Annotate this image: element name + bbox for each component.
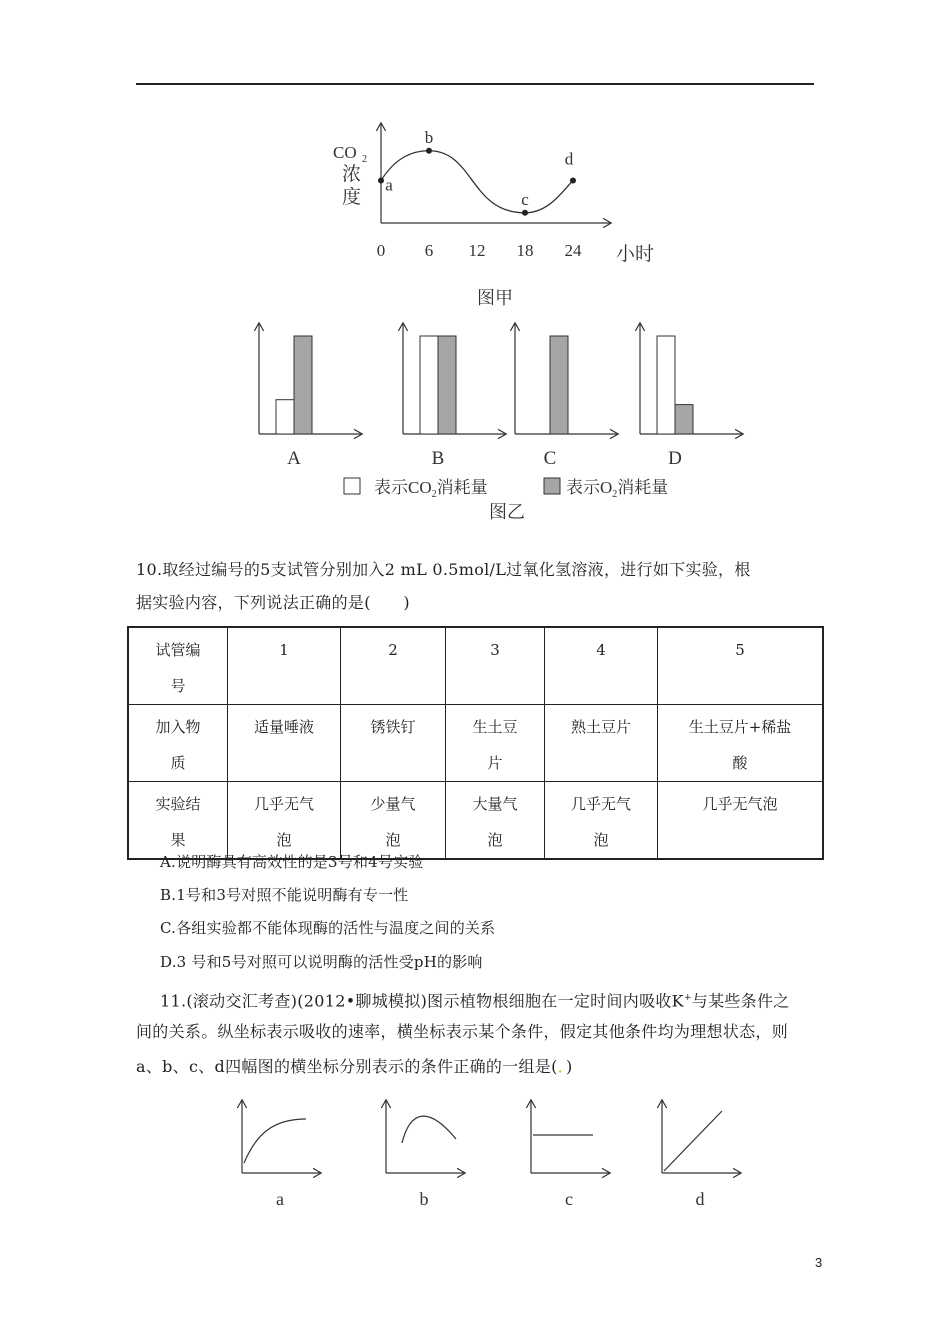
- q10-line2: 据实验内容，下列说法正确的是( ): [136, 593, 410, 612]
- legend-co2-swatch: [344, 478, 360, 494]
- legend-o2-swatch: [544, 478, 560, 494]
- q11-graph-b: [386, 1101, 464, 1209]
- table-cell: 少量气 泡: [341, 782, 446, 860]
- q11-curve: [244, 1119, 306, 1163]
- q11-graph-label: c: [565, 1189, 573, 1209]
- q11-line2: 间的关系。纵坐标表示吸收的速率，横坐标表示某个条件，假定其他条件均为理想状态，则: [136, 1022, 789, 1041]
- table-cell: 2: [341, 627, 446, 705]
- jia-point-a: [378, 178, 384, 184]
- jia-curve: [381, 151, 573, 213]
- q10-line1: 10.取经过编号的5支试管分别加入2 mL 0.5mol/L过氧化氢溶液，进行如下实验，根: [136, 560, 751, 579]
- q11-graph-c: [531, 1101, 609, 1209]
- q11-graph-a: [242, 1101, 320, 1209]
- jia-ylabel-du: 度: [342, 187, 362, 208]
- yi-bar-co2: [420, 336, 438, 434]
- jia-point-b: [426, 148, 432, 154]
- yi-panel-label: A: [287, 448, 301, 469]
- table-cell: 生土豆 片: [446, 705, 545, 782]
- jia-point-label: d: [564, 149, 574, 169]
- yi-panel-B: [403, 324, 505, 469]
- experiment-table: [127, 626, 824, 860]
- table-cell: 大量气 泡: [446, 782, 545, 860]
- q11-line3: a、b、c、d四幅图的横坐标分别表示的条件正确的一组是(．): [136, 1057, 573, 1076]
- jia-ylabel-co2: CO: [333, 143, 357, 162]
- yi-caption: 图乙: [489, 502, 525, 522]
- yi-panel-label: D: [668, 448, 682, 469]
- table-cell: 5: [658, 627, 824, 705]
- table-cell: 几乎无气 泡: [228, 782, 341, 860]
- jia-point-c: [522, 210, 528, 216]
- q11-graph-label: a: [276, 1189, 284, 1209]
- yi-panel-D: [640, 324, 742, 469]
- legend-co2-text: 表示$CO_2$消耗量: [374, 478, 488, 500]
- figure-jia: [320, 118, 670, 308]
- q11-graph-label: b: [419, 1189, 429, 1209]
- table-cell: 3: [446, 627, 545, 705]
- yi-panel-label: C: [543, 448, 557, 469]
- yi-bar-o2: [294, 336, 312, 434]
- legend-o2-text: 表示$O_2$消耗量: [566, 478, 669, 500]
- q10-option-d: D.3 号和5号对照可以说明酶的活性受pH的影响: [160, 953, 483, 971]
- table-row: [128, 782, 823, 860]
- table-row: [128, 627, 823, 705]
- table-cell: 4: [545, 627, 658, 705]
- yi-bar-o2: [438, 336, 456, 434]
- q10-option-c: C.各组实验都不能体现酶的活性与温度之间的关系: [160, 919, 496, 937]
- q10-option-b: B.1号和3号对照不能说明酶有专一性: [160, 886, 409, 904]
- jia-xlabel: 小时: [616, 244, 655, 265]
- yi-bar-co2: [657, 336, 675, 434]
- jia-x-tick: 6: [424, 241, 434, 260]
- jia-x-tick: 0: [376, 241, 386, 260]
- jia-caption: 图甲: [477, 288, 513, 308]
- q10-option-a: A.说明酶具有高效性的是3号和4号实验: [160, 853, 424, 871]
- table-cell: 几乎无气 泡: [545, 782, 658, 860]
- header-rule: [136, 83, 814, 85]
- table-cell: 1: [228, 627, 341, 705]
- jia-ylabel-nong: 浓: [342, 164, 362, 185]
- jia-point-label: c: [521, 189, 529, 209]
- table-cell: 熟土豆片: [545, 705, 658, 782]
- table-cell: 锈铁钉: [341, 705, 446, 782]
- jia-x-tick: 12: [468, 241, 486, 260]
- row-header: 实验结 果: [128, 782, 228, 860]
- q11-graph-d: [662, 1101, 740, 1209]
- yi-bar-o2: [550, 336, 568, 434]
- jia-point-d: [570, 178, 576, 184]
- yi-bar-o2: [675, 405, 693, 434]
- jia-ylabel-sub: 2: [362, 154, 367, 165]
- yi-panel-C: [515, 324, 617, 469]
- q11-curve: [664, 1111, 722, 1171]
- table-row: [128, 705, 823, 782]
- jia-x-tick: 24: [564, 241, 582, 260]
- table-cell: 生土豆片+稀盐 酸: [658, 705, 824, 782]
- jia-point-label: a: [385, 175, 393, 195]
- table-cell: 适量唾液: [228, 705, 341, 782]
- jia-point-label: b: [424, 127, 434, 147]
- row-header: 试管编 号: [128, 627, 228, 705]
- q11-curve: [402, 1116, 456, 1143]
- q11-graphs: [225, 1095, 745, 1220]
- yi-panel-A: [259, 324, 361, 469]
- jia-x-tick: 18: [516, 241, 534, 260]
- yi-panel-label: B: [431, 448, 445, 469]
- figure-yi: [250, 318, 760, 528]
- yi-bar-co2: [276, 400, 294, 434]
- row-header: 加入物 质: [128, 705, 228, 782]
- page-number: 3: [815, 1255, 823, 1270]
- q11-line1: 11.(滚动交汇考查)(2012•聊城模拟)图示植物根细胞在一定时间内吸收K+与某些条件之: [160, 991, 790, 1011]
- q11-graph-label: d: [695, 1189, 705, 1209]
- table-cell: 几乎无气泡: [658, 782, 824, 860]
